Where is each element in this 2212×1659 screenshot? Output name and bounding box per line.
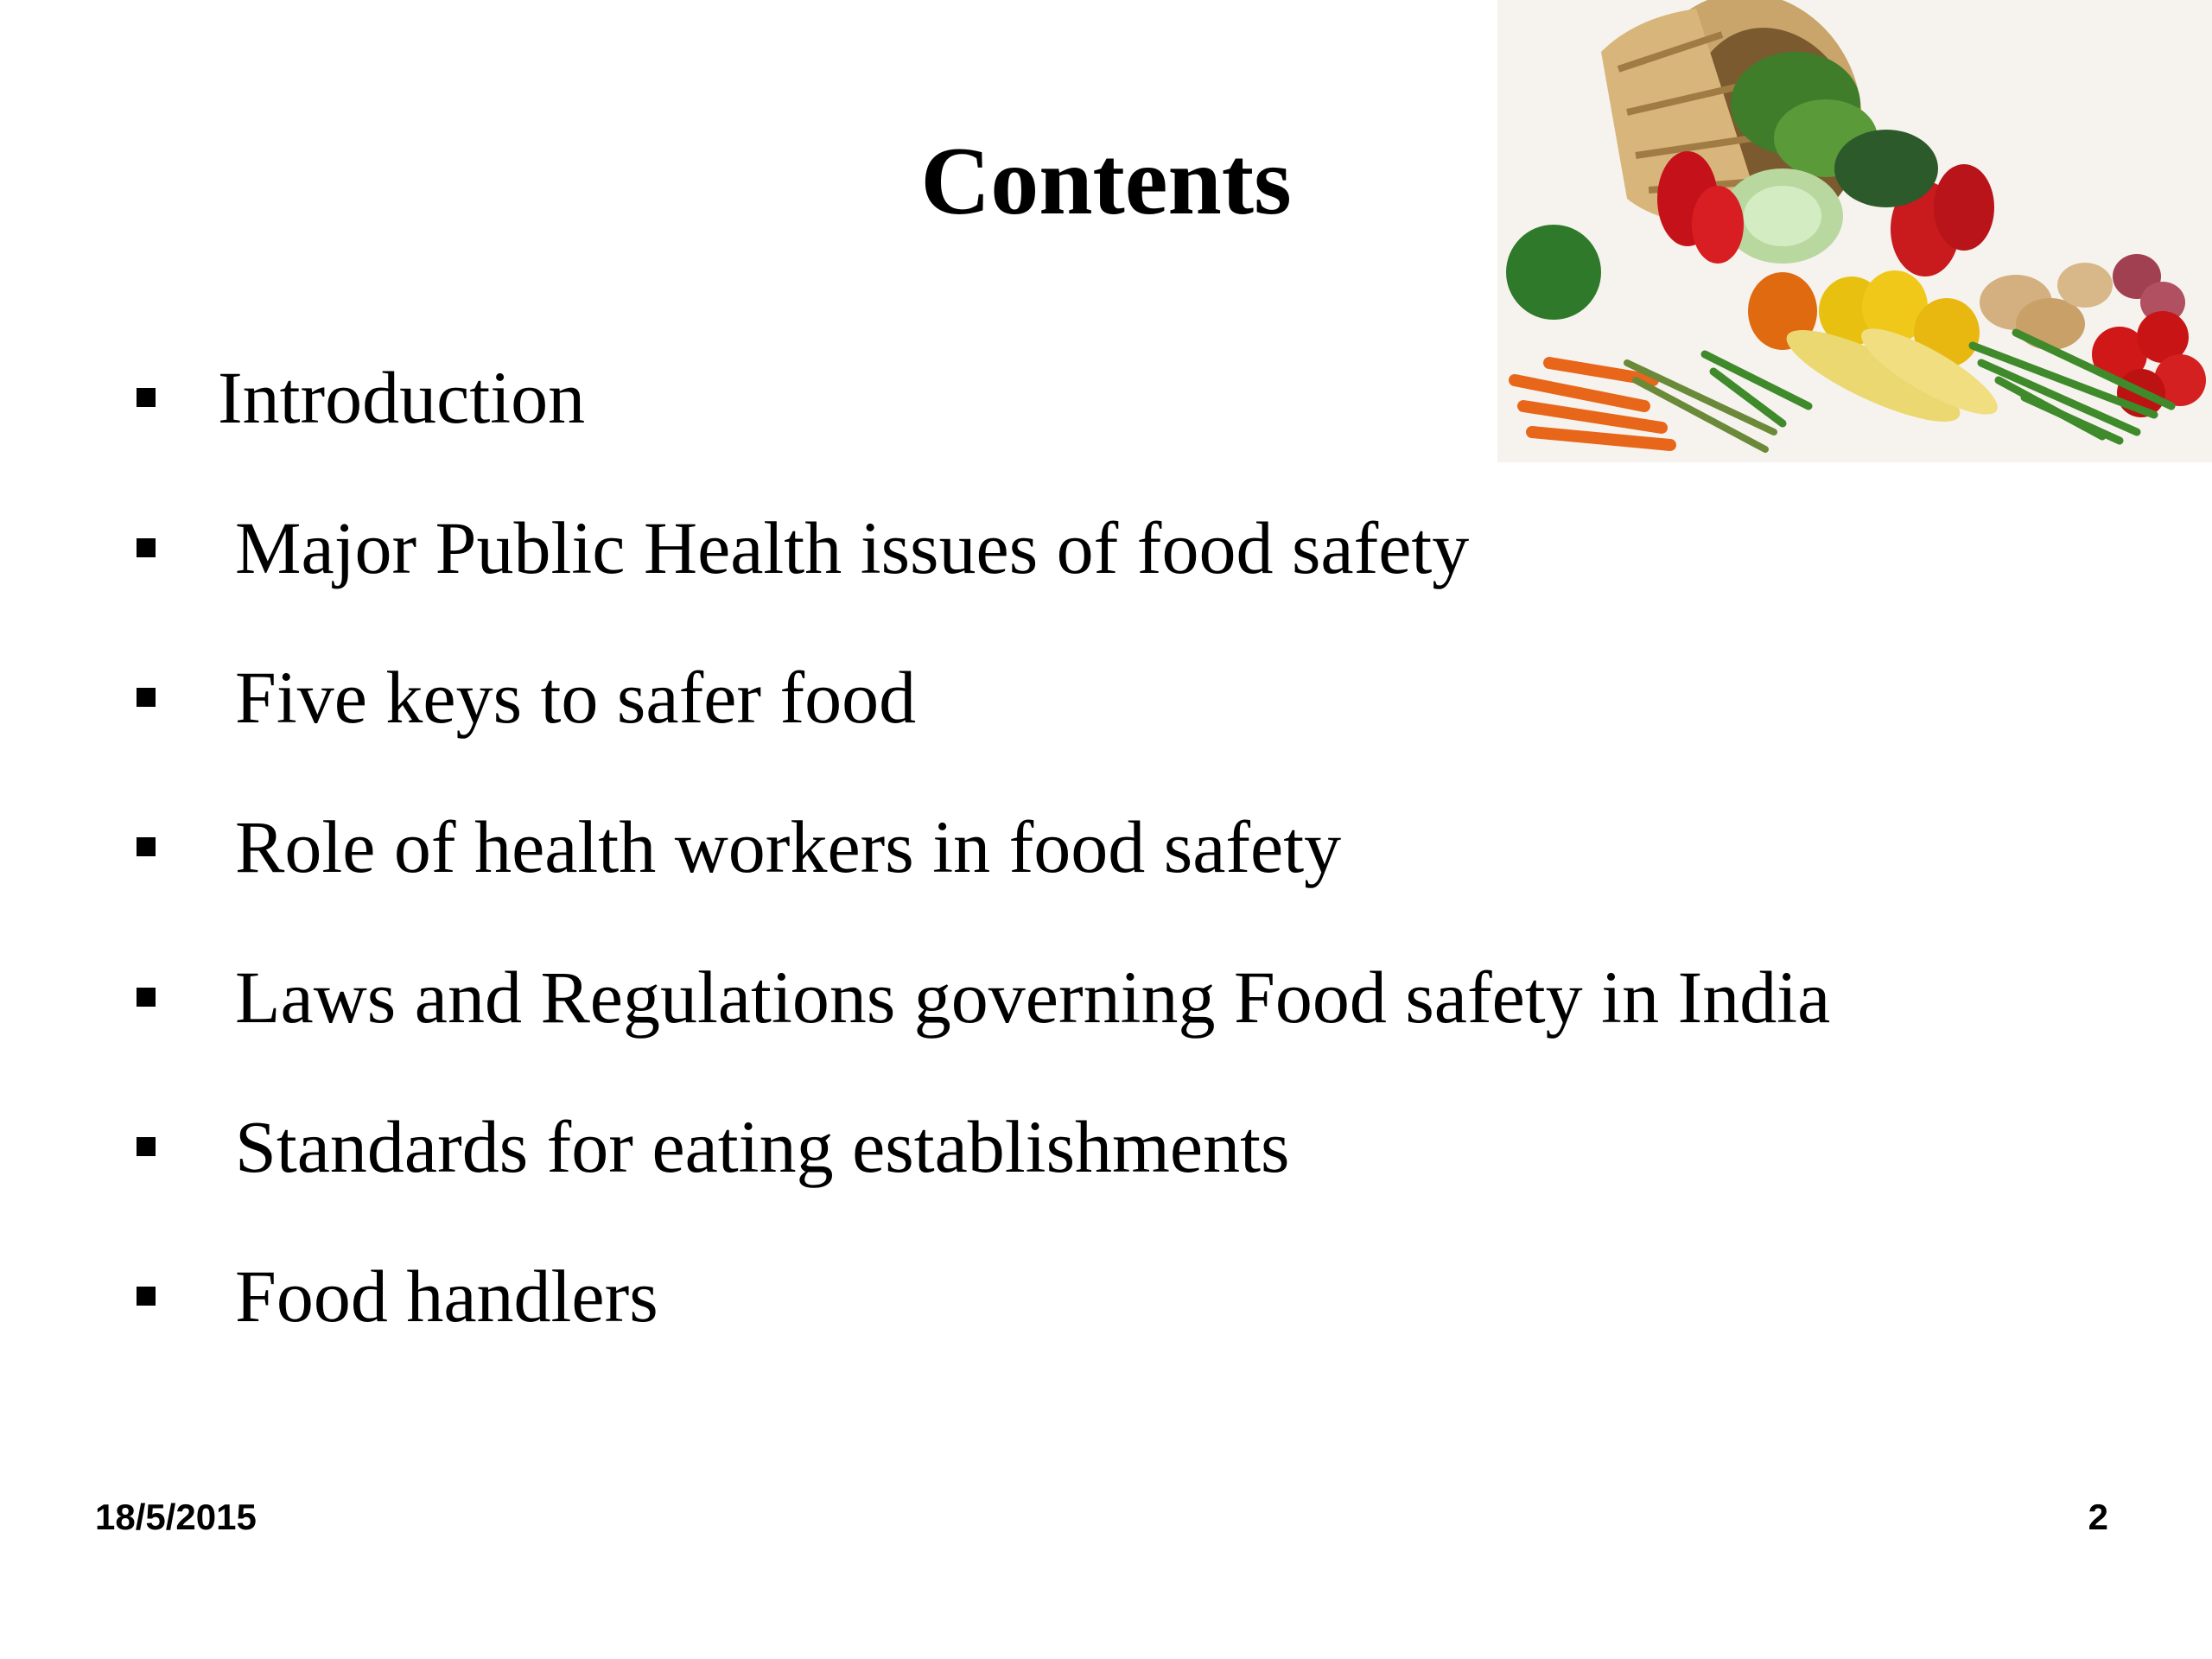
list-item-text: Introduction (218, 356, 586, 439)
square-bullet-icon (137, 1287, 156, 1306)
square-bullet-icon (137, 837, 156, 856)
page-number: 2 (2088, 1497, 2108, 1537)
square-bullet-icon (137, 538, 156, 557)
square-bullet-icon (137, 988, 156, 1007)
list-item-text: Role of health workers in food safety (235, 805, 1342, 888)
list-item-text: Five keys to safer food (235, 656, 917, 739)
list-item-text: Major Public Health issues of food safety (235, 506, 1470, 589)
list-item-text: Laws and Regulations governing Food safety in India (235, 956, 1831, 1039)
list-item (137, 645, 916, 749)
list-item (137, 346, 585, 449)
square-bullet-icon (137, 388, 156, 407)
slide-title: Contents (920, 128, 1292, 235)
footer-date: 18/5/2015 (95, 1497, 257, 1537)
list-item (137, 1095, 1289, 1198)
list-item (137, 496, 1469, 600)
square-bullet-icon (137, 1137, 156, 1156)
list-item (137, 795, 1341, 899)
list-item-text: Standards for eating establishments (235, 1105, 1290, 1188)
list-item (137, 945, 1830, 1049)
list-item-text: Food handlers (235, 1255, 658, 1338)
square-bullet-icon (137, 688, 156, 707)
list-item (137, 1244, 658, 1348)
